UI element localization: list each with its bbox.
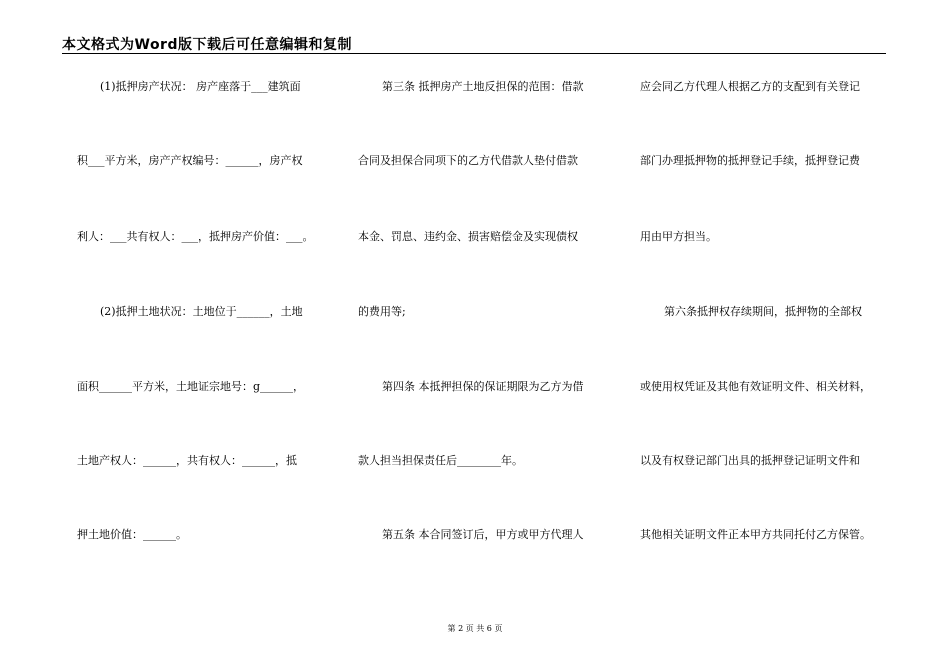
column-3-line: 以及有权登记部门出具的抵押登记证明文件和 (640, 454, 860, 467)
column-1-line: 押土地价值：______。 (77, 528, 187, 541)
column-1-line: 利人：___共有权人：___，抵押房产价值：___。 (77, 230, 314, 243)
column-2-line: 合同及担保合同项下的乙方代借款人垫付借款 (358, 154, 578, 167)
column-3-line: 用由甲方担当。 (640, 230, 717, 243)
page-number: 第 2 页 共 6 页 (447, 624, 503, 633)
column-3-line: 或使用权凭证及其他有效证明文件、相关材料， (640, 380, 871, 393)
column-1-line: 积___平方米，房产产权编号：______，房产权 (77, 154, 303, 167)
column-2-line: 第五条 本合同签订后，甲方或甲方代理人 (382, 528, 584, 541)
column-1-line: 土地产权人：______，共有权人：______，抵 (77, 454, 297, 467)
column-1-line: (1)抵押房产状况： 房产座落于___建筑面 (100, 80, 301, 93)
column-2-line: 第三条 抵押房产土地反担保的范围：借款 (382, 80, 584, 93)
column-2-line: 款人担当担保责任后________年。 (358, 454, 523, 467)
column-1-line: (2)抵押土地状况：土地位于______，土地 (100, 305, 303, 318)
column-3-line: 第六条抵押权存续期间，抵押物的全部权 (664, 305, 862, 318)
column-1-line: 面积______平方米，土地证宗地号：g______， (77, 380, 305, 393)
column-2-line: 本金、罚息、违约金、损害赔偿金及实现债权 (358, 230, 578, 243)
header-divider (62, 53, 886, 54)
column-3-line: 其他相关证明文件正本甲方共同托付乙方保管。 (640, 528, 871, 541)
column-2-line: 的费用等; (358, 305, 406, 318)
column-3-line: 应会同乙方代理人根据乙方的支配到有关登记 (640, 80, 860, 93)
column-2-line: 第四条 本抵押担保的保证期限为乙方为借 (382, 380, 584, 393)
document-header-title: 本文格式为Word版下载后可任意编辑和复制 (62, 37, 352, 53)
column-3-line: 部门办理抵押物的抵押登记手续，抵押登记费 (640, 154, 860, 167)
